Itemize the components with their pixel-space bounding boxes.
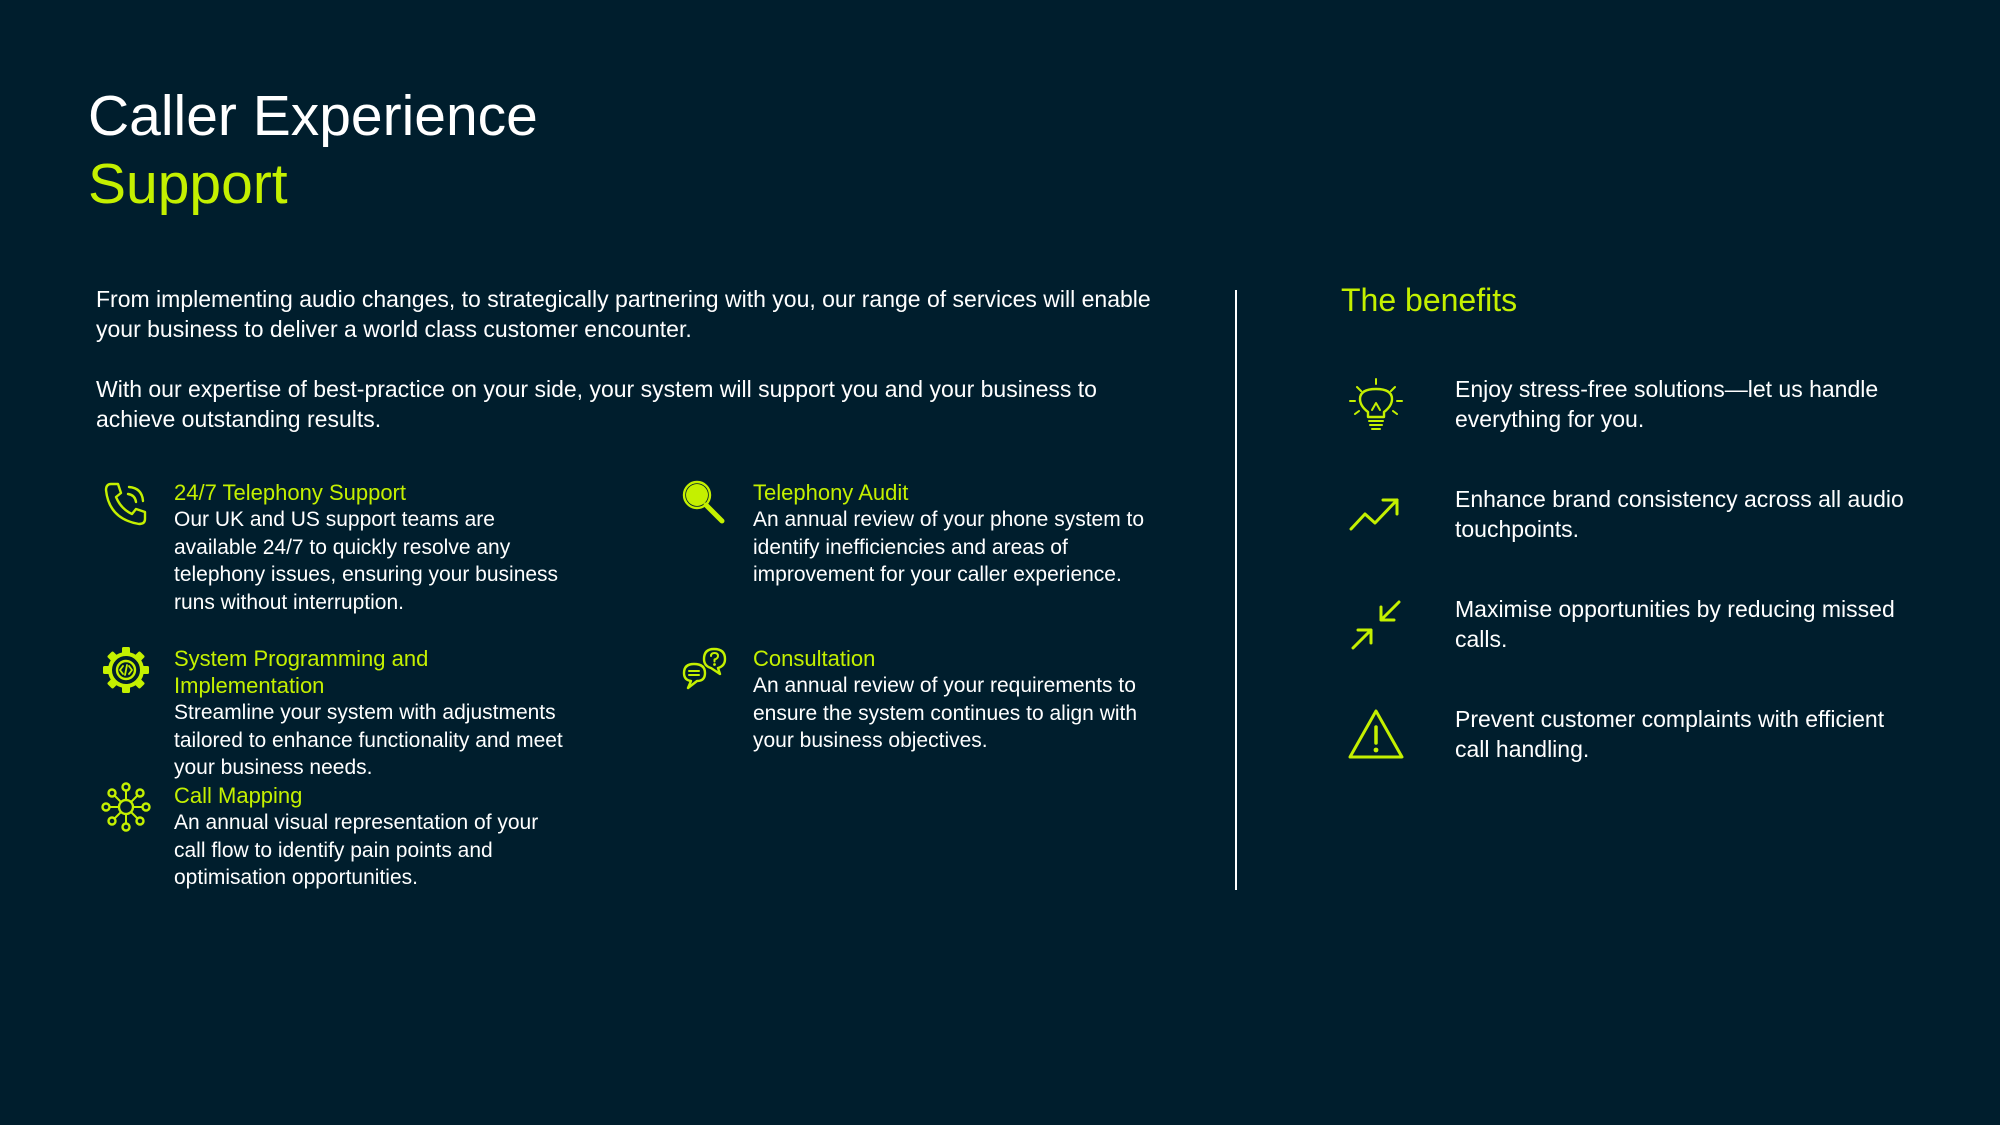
service-telephony-support bbox=[101, 479, 571, 616]
service-telephony-audit bbox=[680, 479, 1150, 589]
phone-icon bbox=[101, 479, 151, 529]
benefit-item bbox=[1345, 704, 1905, 784]
service-title: 24/7 Telephony Support bbox=[174, 480, 406, 505]
benefit-text: Prevent customer complaints with efficient call handling. bbox=[1455, 706, 1885, 762]
benefit-text: Enhance brand consistency across all audio touchpoints. bbox=[1455, 486, 1904, 542]
magnifier-icon bbox=[680, 479, 730, 529]
service-description: Streamline your system with adjustments tailored to enhance functionality and meet your business needs. bbox=[174, 701, 563, 779]
service-system-programming bbox=[101, 645, 571, 782]
intro-paragraph-2: With our expertise of best-practice on your side, your system will support you and your business to achieve outstanding results. bbox=[96, 376, 1097, 432]
warning-icon bbox=[1345, 704, 1407, 766]
intro-paragraph-1: From implementing audio changes, to strategically partnering with you, our range of services will enable your business to deliver a world class customer encounter. bbox=[96, 286, 1151, 342]
intro-text bbox=[96, 284, 1156, 464]
service-description: An annual review of your phone system to identify inefficiencies and areas of improvement for your caller experience. bbox=[753, 508, 1145, 586]
network-icon bbox=[101, 782, 151, 832]
gear-code-icon bbox=[101, 645, 151, 695]
service-description: An annual review of your requirements to ensure the system continues to align with your business objectives. bbox=[753, 674, 1138, 752]
service-description: An annual visual representation of your call flow to identify pain points and optimisation opportunities. bbox=[174, 811, 539, 889]
page-title bbox=[88, 82, 538, 218]
benefits-title: The benefits bbox=[1341, 282, 1518, 318]
arrows-in-icon bbox=[1345, 594, 1407, 656]
service-description: Our UK and US support teams are available 24/7 to quickly resolve any telephony issues, ensuring your business runs without interruption. bbox=[174, 508, 559, 614]
benefit-item bbox=[1345, 484, 1905, 564]
page-title-line2: Support bbox=[88, 152, 288, 216]
chat-question-icon bbox=[680, 645, 730, 695]
benefit-text: Enjoy stress-free solutions—let us handle everything for you. bbox=[1455, 376, 1879, 432]
service-title: Call Mapping bbox=[174, 783, 303, 808]
page-title-line1: Caller Experience bbox=[88, 84, 538, 148]
service-title: System Programming and Implementation bbox=[174, 646, 429, 698]
service-consultation bbox=[680, 645, 1150, 755]
benefit-item bbox=[1345, 374, 1905, 454]
service-title: Consultation bbox=[753, 646, 876, 671]
service-call-mapping bbox=[101, 782, 571, 892]
lightbulb-icon bbox=[1345, 374, 1407, 436]
column-divider bbox=[1235, 290, 1237, 890]
trend-up-icon bbox=[1345, 484, 1407, 546]
service-title: Telephony Audit bbox=[753, 480, 909, 505]
benefit-item bbox=[1345, 594, 1905, 674]
benefit-text: Maximise opportunities by reducing missed calls. bbox=[1455, 596, 1895, 652]
